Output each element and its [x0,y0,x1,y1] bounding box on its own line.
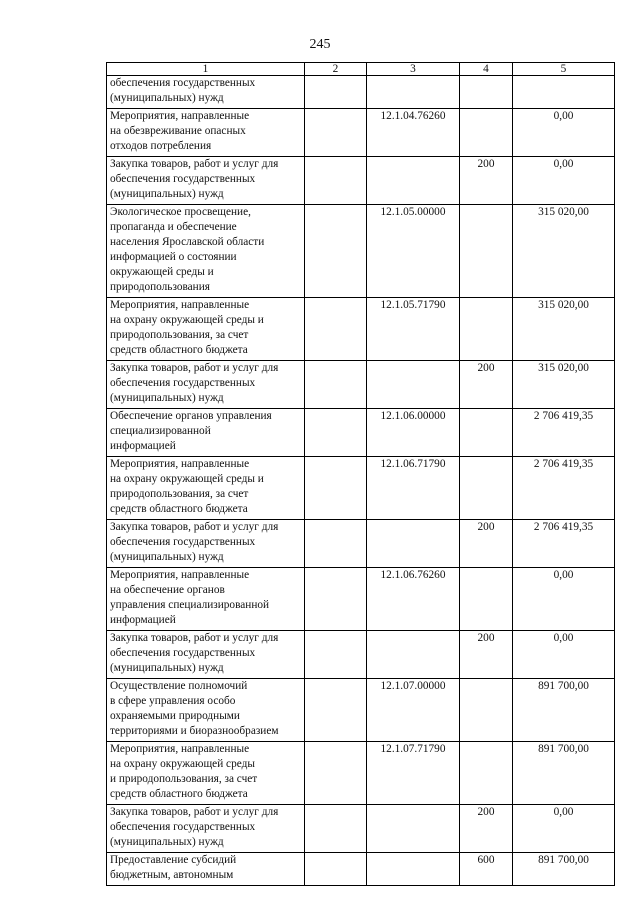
table-row [107,457,615,520]
row-name-cell: Мероприятия, направленные на охрану окружающей среды и природопользования, за счет средств областного бюджета [107,742,305,805]
row-type-cell: 200 [460,520,513,568]
row-type-cell: 600 [460,853,513,886]
row-amount-cell [513,76,615,109]
row-col2-cell [305,631,367,679]
row-col2-cell [305,361,367,409]
row-type-cell [460,76,513,109]
table-row [107,298,615,361]
row-col2-cell [305,109,367,157]
row-name-cell: Закупка товаров, работ и услуг для обеспечения государственных (муниципальных) нужд [107,631,305,679]
row-name-cell: Закупка товаров, работ и услуг для обеспечения государственных (муниципальных) нужд [107,805,305,853]
row-code-cell: 12.1.04.76260 [367,109,460,157]
row-code-cell: 12.1.07.00000 [367,679,460,742]
budget-table [106,62,615,886]
row-code-cell [367,157,460,205]
page-number: 245 [309,37,331,52]
header-col-4: 4 [460,63,513,76]
table-row [107,742,615,805]
row-code-cell: 12.1.05.71790 [367,298,460,361]
row-code-cell [367,853,460,886]
row-amount-cell: 315 020,00 [513,205,615,298]
row-code-cell [367,631,460,679]
row-type-cell [460,205,513,298]
row-col2-cell [305,205,367,298]
header-col-1: 1 [107,63,305,76]
row-col2-cell [305,298,367,361]
row-name-cell: Мероприятия, направленные на охрану окружающей среды и природопользования, за счет средств областного бюджета [107,457,305,520]
row-name-cell: Закупка товаров, работ и услуг для обеспечения государственных (муниципальных) нужд [107,520,305,568]
row-amount-cell: 891 700,00 [513,853,615,886]
row-type-cell: 200 [460,157,513,205]
table-row [107,853,615,886]
table-row [107,805,615,853]
table-header-row [107,63,615,76]
row-amount-cell: 891 700,00 [513,679,615,742]
row-code-cell [367,520,460,568]
row-code-cell: 12.1.05.00000 [367,205,460,298]
row-code-cell [367,805,460,853]
table-row [107,409,615,457]
row-name-cell: Мероприятия, направленные на обезвреживание опасных отходов потребления [107,109,305,157]
header-col-3: 3 [367,63,460,76]
table-row [107,361,615,409]
row-type-cell [460,457,513,520]
row-code-cell: 12.1.06.00000 [367,409,460,457]
table-row [107,76,615,109]
row-amount-cell: 0,00 [513,805,615,853]
row-type-cell: 200 [460,361,513,409]
table-row [107,520,615,568]
row-col2-cell [305,805,367,853]
row-col2-cell [305,853,367,886]
row-name-cell: Мероприятия, направленные на обеспечение органов управления специализированной информацией [107,568,305,631]
row-name-cell: Мероприятия, направленные на охрану окружающей среды и природопользования, за счет средств областного бюджета [107,298,305,361]
row-name-cell: Осуществление полномочий в сфере управления особо охраняемыми природными территориями и биоразнообразием [107,679,305,742]
row-type-cell [460,679,513,742]
row-type-cell: 200 [460,805,513,853]
header-col-2: 2 [305,63,367,76]
row-code-cell: 12.1.07.71790 [367,742,460,805]
row-amount-cell: 315 020,00 [513,298,615,361]
row-col2-cell [305,157,367,205]
row-amount-cell: 0,00 [513,631,615,679]
table-row [107,631,615,679]
row-col2-cell [305,679,367,742]
row-amount-cell: 315 020,00 [513,361,615,409]
row-type-cell [460,109,513,157]
row-type-cell: 200 [460,631,513,679]
row-code-cell [367,76,460,109]
row-name-cell: Предоставление субсидий бюджетным, автономным [107,853,305,886]
row-col2-cell [305,76,367,109]
row-col2-cell [305,742,367,805]
row-col2-cell [305,409,367,457]
row-name-cell: Экологическое просвещение, пропаганда и обеспечение населения Ярославской области информацией о состоянии окружающей среды и природопользования [107,205,305,298]
row-amount-cell: 0,00 [513,568,615,631]
table-row [107,679,615,742]
row-amount-cell: 891 700,00 [513,742,615,805]
row-name-cell: Закупка товаров, работ и услуг для обеспечения государственных (муниципальных) нужд [107,361,305,409]
row-col2-cell [305,568,367,631]
row-code-cell [367,361,460,409]
row-type-cell [460,742,513,805]
table-row [107,157,615,205]
row-amount-cell: 0,00 [513,157,615,205]
row-name-cell: обеспечения государственных (муниципальных) нужд [107,76,305,109]
row-type-cell [460,298,513,361]
table-row [107,109,615,157]
row-name-cell: Обеспечение органов управления специализированной информацией [107,409,305,457]
row-type-cell [460,409,513,457]
table-row [107,205,615,298]
row-code-cell: 12.1.06.71790 [367,457,460,520]
row-amount-cell: 2 706 419,35 [513,409,615,457]
table-body [107,76,615,886]
table-row [107,568,615,631]
row-amount-cell: 2 706 419,35 [513,457,615,520]
row-amount-cell: 0,00 [513,109,615,157]
row-col2-cell [305,457,367,520]
row-amount-cell: 2 706 419,35 [513,520,615,568]
row-col2-cell [305,520,367,568]
row-code-cell: 12.1.06.76260 [367,568,460,631]
header-col-5: 5 [513,63,615,76]
row-type-cell [460,568,513,631]
row-name-cell: Закупка товаров, работ и услуг для обеспечения государственных (муниципальных) нужд [107,157,305,205]
